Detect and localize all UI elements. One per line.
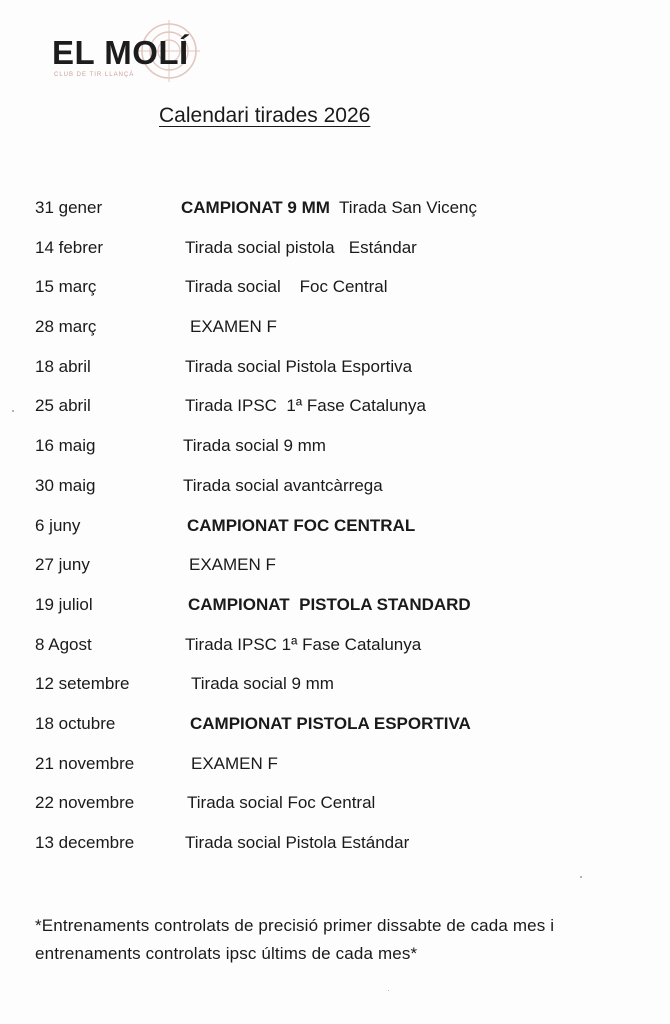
event-detail: Tirada IPSC 1ª Fase Catalunya	[185, 634, 422, 654]
event-description	[191, 674, 334, 694]
event-description	[181, 198, 477, 218]
event-detail: EXAMEN F	[189, 555, 276, 575]
event-date: 25 abril	[35, 396, 91, 416]
page-title: Calendari tirades 2026	[159, 104, 371, 127]
event-detail: Tirada social avantcàrrega	[183, 475, 383, 495]
event-row	[0, 752, 670, 792]
event-description	[183, 436, 326, 456]
event-row	[0, 434, 670, 474]
event-date: 18 octubre	[35, 713, 116, 733]
event-championship: CAMPIONAT 9 MM	[181, 198, 330, 217]
footnote: *Entrenaments controlats de precisió primer dissabte de cada mes i entrenaments controlats ipsc últims de cada mes*	[35, 916, 555, 963]
event-detail: Tirada social Foc Central	[187, 793, 376, 813]
event-description	[189, 555, 276, 575]
event-detail: EXAMEN F	[190, 317, 277, 337]
event-description	[185, 635, 421, 655]
event-row	[0, 394, 670, 434]
event-description	[188, 595, 471, 615]
event-detail: Tirada IPSC 1ª Fase Catalunya	[185, 396, 426, 416]
event-detail: Tirada social Pistola Esportiva	[185, 356, 413, 376]
event-row	[0, 791, 670, 831]
event-championship: CAMPIONAT PISTOLA ESPORTIVA	[190, 713, 471, 733]
event-date: 8 Agost	[35, 634, 92, 654]
event-description	[187, 793, 375, 813]
event-date: 22 novembre	[35, 793, 135, 813]
event-row	[0, 514, 670, 554]
event-championship: CAMPIONAT PISTOLA STANDARD	[188, 594, 471, 614]
event-date: 27 juny	[35, 555, 90, 575]
event-date: 12 setembre	[35, 674, 130, 694]
event-row	[0, 275, 670, 315]
event-row	[0, 593, 670, 633]
event-row	[0, 196, 670, 236]
event-date: 18 abril	[35, 356, 91, 376]
event-description	[190, 714, 471, 734]
event-date: 30 maig	[35, 475, 96, 495]
event-detail: EXAMEN F	[191, 753, 278, 773]
scan-speck	[580, 876, 582, 878]
event-date: 28 març	[35, 317, 97, 337]
event-date: 19 juliol	[35, 594, 93, 614]
event-date: 16 maig	[35, 436, 96, 456]
event-row	[0, 831, 670, 871]
event-date: 21 novembre	[35, 753, 135, 773]
scan-speck	[12, 410, 14, 412]
event-row	[0, 355, 670, 395]
event-date: 31 gener	[35, 198, 103, 217]
events-list	[0, 196, 670, 871]
event-row	[0, 315, 670, 355]
event-description	[185, 238, 417, 258]
logo-tagline: CLUB DE TIR LLANÇÀ	[54, 72, 135, 78]
event-date: 13 decembre	[35, 833, 135, 852]
event-detail: Tirada social pistola Estándar	[185, 237, 417, 257]
event-row	[0, 474, 670, 514]
event-date: 15 març	[35, 277, 97, 297]
event-description	[185, 833, 409, 853]
logo-name: EL MOLÍ	[52, 34, 189, 71]
club-logo	[52, 28, 212, 84]
event-detail: Tirada social 9 mm	[183, 436, 326, 456]
event-description	[185, 396, 426, 416]
event-description	[185, 277, 388, 297]
event-description	[187, 516, 415, 536]
event-detail: Tirada San Vicenç	[329, 198, 478, 217]
event-description	[183, 476, 383, 496]
event-description	[185, 357, 412, 377]
scan-speck	[388, 990, 389, 991]
event-date: 14 febrer	[35, 237, 104, 257]
event-detail: Tirada social Foc Central	[185, 277, 388, 297]
event-row	[0, 712, 670, 752]
event-description	[191, 754, 278, 774]
event-row	[0, 236, 670, 276]
event-championship: CAMPIONAT FOC CENTRAL	[187, 515, 416, 535]
event-row	[0, 672, 670, 712]
event-date: 6 juny	[35, 515, 81, 535]
event-detail: Tirada social Pistola Estándar	[185, 833, 410, 852]
event-row	[0, 553, 670, 593]
event-row	[0, 633, 670, 673]
event-description	[190, 317, 277, 337]
event-detail: Tirada social 9 mm	[191, 674, 334, 694]
